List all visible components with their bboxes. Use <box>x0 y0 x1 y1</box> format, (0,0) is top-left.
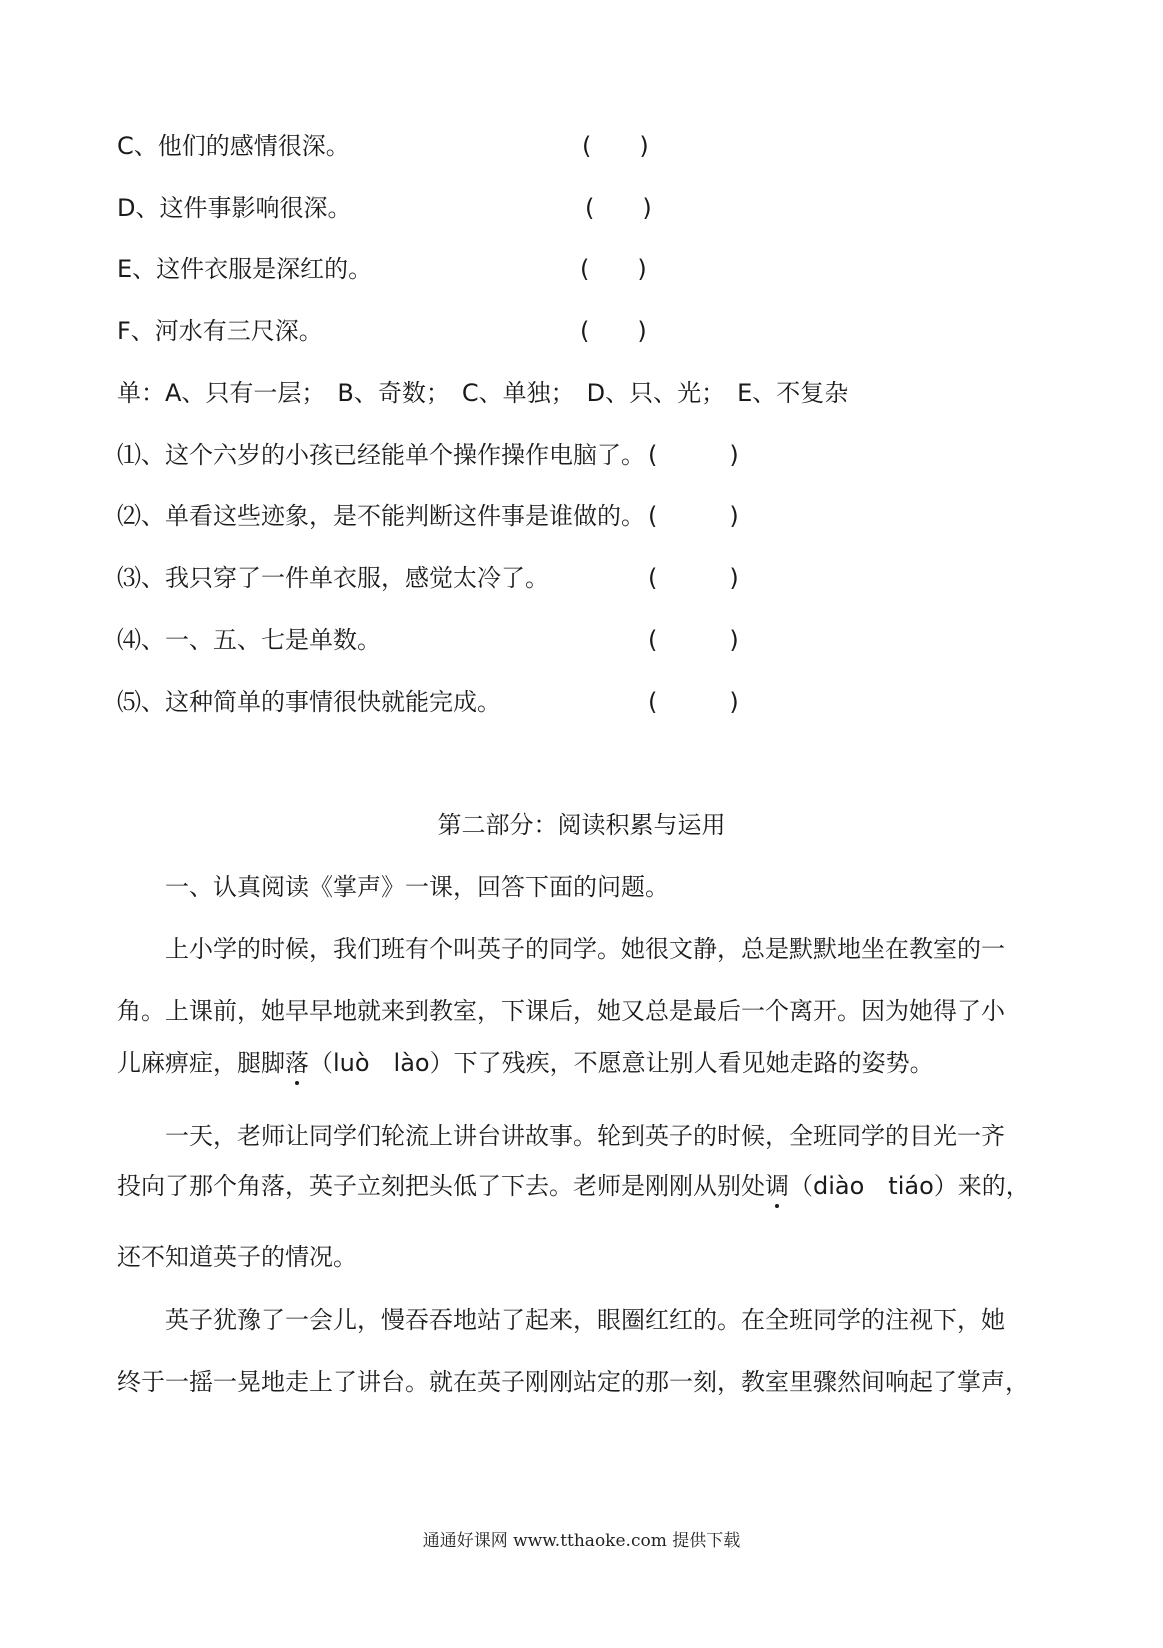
question-1: 一、认真阅读《掌声》一课，回答下面的问题。 <box>165 873 669 901</box>
answer-blank[interactable]: ( ) <box>648 441 739 469</box>
dotted-char: 落 <box>285 1049 309 1077</box>
item-shen-d: D、这件事影响很深。 <box>117 194 352 222</box>
answer-blank[interactable]: ( ) <box>585 194 652 222</box>
passage-line: 角。上课前，她早早地就来到教室，下课后，她又总是最后一个离开。因为她得了小 <box>117 997 1005 1025</box>
item-shen-c: C、他们的感情很深。 <box>117 132 350 160</box>
item-shen-f: F、河水有三尺深。 <box>117 317 323 345</box>
item-dan-5: ⑸、这种简单的事情很快就能完成。 <box>117 688 501 716</box>
passage-line <box>117 933 1047 965</box>
passage-line: 还不知道英子的情况。 <box>117 1243 357 1271</box>
answer-blank[interactable]: ( ) <box>580 317 647 345</box>
passage-line <box>117 1120 1047 1152</box>
passage-text: 投向了那个角落，英子立刻把头低了下去。老师是刚刚从别处 <box>117 1172 765 1200</box>
passage-line <box>117 1047 1047 1079</box>
item-dan-2: ⑵、单看这些迹象，是不能判断这件事是谁做的。 <box>117 502 645 530</box>
passage-line <box>117 1170 1047 1202</box>
passage-line <box>117 1304 1047 1336</box>
item-dan-3: ⑶、我只穿了一件单衣服，感觉太冷了。 <box>117 564 549 592</box>
passage-text: 儿麻痹症，腿脚 <box>117 1049 285 1077</box>
item-dan-4: ⑷、一、五、七是单数。 <box>117 626 381 654</box>
passage-text: 一天，老师让同学们轮流上讲台讲故事。轮到英子的时候，全班同学的目光一齐 <box>165 1122 1005 1150</box>
item-dan-1: ⑴、这个六岁的小孩已经能单个操作操作电脑了。 <box>117 441 645 469</box>
answer-blank[interactable]: ( ) <box>648 564 739 592</box>
dan-definitions: 单：A、只有一层； B、奇数； C、单独； D、只、光； E、不复杂 <box>117 379 849 407</box>
dotted-char: 调 <box>765 1172 789 1200</box>
answer-blank[interactable]: ( ) <box>580 255 647 283</box>
passage-text: （diào tiáo）来的， <box>789 1172 1030 1200</box>
answer-blank[interactable]: ( ) <box>648 502 739 530</box>
page-footer: 通通好课网 www.tthaoke.com 提供下载 <box>422 1531 741 1551</box>
passage-text: 英子犹豫了一会儿，慢吞吞地站了起来，眼圈红红的。在全班同学的注视下，她 <box>165 1306 1005 1334</box>
answer-blank[interactable]: ( ) <box>582 132 649 160</box>
answer-blank[interactable]: ( ) <box>648 626 739 654</box>
passage-text: （luò lào）下了残疾，不愿意让别人看见她走路的姿势。 <box>309 1049 934 1077</box>
passage-text: 上小学的时候，我们班有个叫英子的同学。她很文静，总是默默地坐在教室的一 <box>165 935 1005 963</box>
item-shen-e: E、这件衣服是深红的。 <box>117 255 373 283</box>
section-title: 第二部分：阅读积累与运用 <box>437 811 726 839</box>
answer-blank[interactable]: ( ) <box>648 688 739 716</box>
passage-line: 终于一摇一晃地走上了讲台。就在英子刚刚站定的那一刻，教室里骤然间响起了掌声， <box>117 1368 1029 1396</box>
